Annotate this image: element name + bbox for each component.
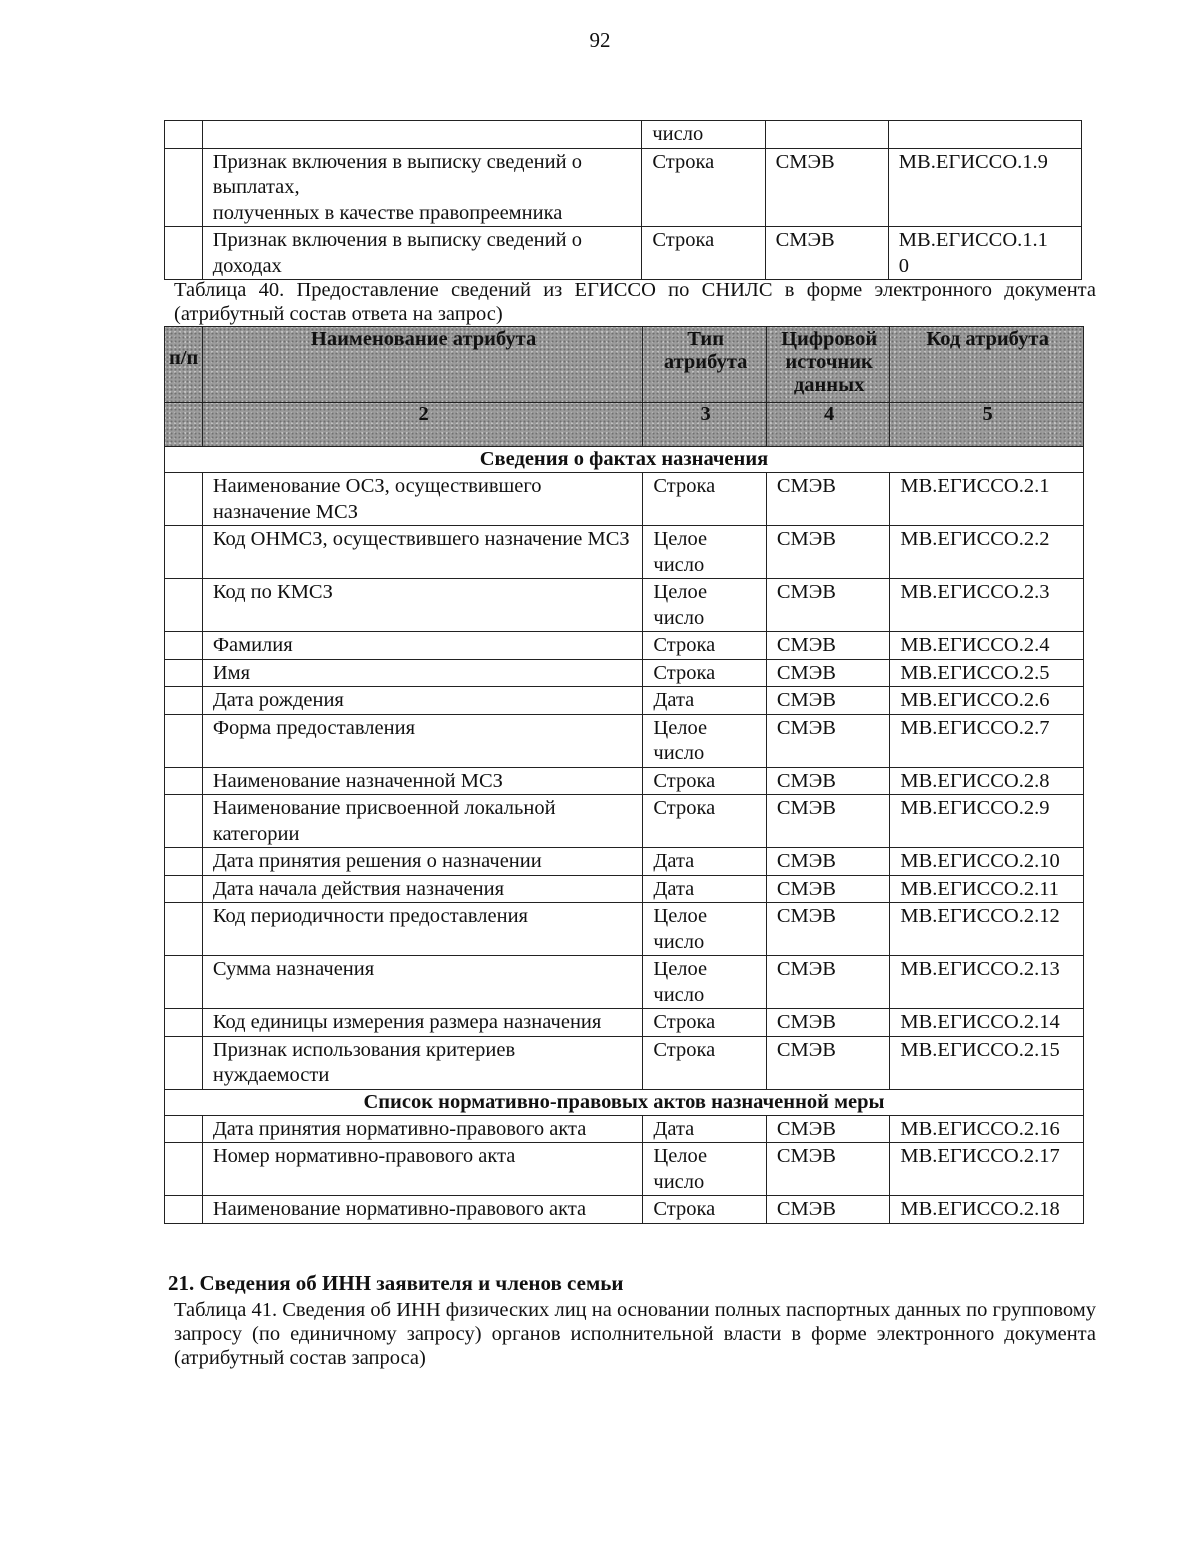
data-source-cell: СМЭВ xyxy=(766,848,889,876)
data-source-cell: СМЭВ xyxy=(766,956,889,1009)
row-number-cell xyxy=(165,1009,203,1037)
header-number-3: 3 xyxy=(643,403,766,447)
table-41-caption: Таблица 41. Сведения об ИНН физических лиц на основании полных паспортных данных по групповому запросу (по единичному запросу) органов исполнительной власти в форме электронного документа (атрибутный состав запроса) xyxy=(174,1299,1096,1369)
attribute-name-cell: Признак включения в выписку сведений о доходах xyxy=(202,227,642,280)
attribute-name-cell: Фамилия xyxy=(202,632,643,660)
attribute-code-cell: МВ.ЕГИССО.2.8 xyxy=(890,767,1084,795)
row-number-cell xyxy=(165,659,203,687)
attribute-code-cell: МВ.ЕГИССО.2.9 xyxy=(890,795,1084,848)
table-row xyxy=(165,875,1084,903)
data-source-cell: СМЭВ xyxy=(766,687,889,715)
header-name: Наименование атрибута xyxy=(202,327,643,403)
data-source-cell: СМЭВ xyxy=(766,1036,889,1089)
attribute-type-cell: Строка xyxy=(643,659,766,687)
attribute-name-cell xyxy=(202,121,642,149)
attribute-type-cell: Строка xyxy=(642,148,765,227)
attribute-code-cell: МВ.ЕГИССО.2.13 xyxy=(890,956,1084,1009)
row-number-cell xyxy=(165,1143,203,1196)
row-number-cell xyxy=(165,579,203,632)
row-number-cell xyxy=(165,714,203,767)
table-row xyxy=(165,632,1084,660)
table-row xyxy=(165,121,1082,149)
attribute-name-cell: Дата рождения xyxy=(202,687,643,715)
row-number-cell xyxy=(165,526,203,579)
attribute-code-cell: МВ.ЕГИССО.2.11 xyxy=(890,875,1084,903)
data-source-cell: СМЭВ xyxy=(766,579,889,632)
header-number-1 xyxy=(165,403,203,447)
table-row xyxy=(165,473,1084,526)
data-source-cell: СМЭВ xyxy=(766,903,889,956)
attribute-code-cell: МВ.ЕГИССО.1.1 0 xyxy=(888,227,1081,280)
section-heading-21: 21. Сведения об ИНН заявителя и членов семьи xyxy=(168,1271,624,1295)
data-source-cell: СМЭВ xyxy=(766,1196,889,1224)
attribute-type-cell: Целое число xyxy=(643,903,766,956)
data-source-cell: СМЭВ xyxy=(766,795,889,848)
attribute-type-cell: Целое число xyxy=(643,714,766,767)
data-source-cell: СМЭВ xyxy=(766,632,889,660)
attribute-code-cell: МВ.ЕГИССО.2.18 xyxy=(890,1196,1084,1224)
table-row xyxy=(165,795,1084,848)
attribute-type-cell: Дата xyxy=(643,1115,766,1143)
header-type: Тип атрибута xyxy=(643,327,766,403)
page-number: 92 xyxy=(589,28,611,52)
row-number-cell xyxy=(165,1115,203,1143)
attribute-name-cell: Код по КМСЗ xyxy=(202,579,643,632)
section-title: Список нормативно-правовых актов назначенной меры xyxy=(165,1089,1084,1115)
table-row xyxy=(165,1196,1084,1224)
table-row xyxy=(165,526,1084,579)
data-source-cell: СМЭВ xyxy=(766,526,889,579)
attribute-name-cell: Код единицы измерения размера назначения xyxy=(202,1009,643,1037)
table-row xyxy=(165,579,1084,632)
header-number-5: 5 xyxy=(890,403,1084,447)
row-number-cell xyxy=(165,795,203,848)
header-number-4: 4 xyxy=(766,403,889,447)
table-row xyxy=(165,848,1084,876)
attribute-name-cell: Наименование назначенной МСЗ xyxy=(202,767,643,795)
header-num: п/п xyxy=(165,327,203,403)
row-number-cell xyxy=(165,632,203,660)
attribute-type-cell: Целое число xyxy=(643,579,766,632)
attribute-code-cell: МВ.ЕГИССО.2.5 xyxy=(890,659,1084,687)
section-title: Сведения о фактах назначения xyxy=(165,447,1084,473)
attribute-type-cell: Дата xyxy=(643,875,766,903)
attribute-type-cell: Строка xyxy=(643,1036,766,1089)
attribute-type-cell: Строка xyxy=(643,767,766,795)
attribute-code-cell: МВ.ЕГИССО.2.6 xyxy=(890,687,1084,715)
attribute-type-cell: Целое число xyxy=(643,956,766,1009)
row-number-cell xyxy=(165,956,203,1009)
attribute-code-cell: МВ.ЕГИССО.2.4 xyxy=(890,632,1084,660)
header-source: Цифровой источник данных xyxy=(766,327,889,403)
data-source-cell: СМЭВ xyxy=(766,1009,889,1037)
attribute-type-cell: Строка xyxy=(643,473,766,526)
row-number-cell xyxy=(165,903,203,956)
table-row xyxy=(165,148,1082,227)
attribute-name-cell: Наименование ОСЗ, осуществившего назначение МСЗ xyxy=(202,473,643,526)
data-source-cell xyxy=(765,121,888,149)
attribute-code-cell: МВ.ЕГИССО.2.14 xyxy=(890,1009,1084,1037)
table-row xyxy=(165,227,1082,280)
attribute-code-cell: МВ.ЕГИССО.2.15 xyxy=(890,1036,1084,1089)
header-number-2: 2 xyxy=(202,403,643,447)
table-row xyxy=(165,767,1084,795)
attribute-code-cell: МВ.ЕГИССО.2.3 xyxy=(890,579,1084,632)
row-number-cell xyxy=(165,121,203,149)
row-number-cell xyxy=(165,1036,203,1089)
data-source-cell: СМЭВ xyxy=(766,875,889,903)
attribute-type-cell: Целое число xyxy=(643,1143,766,1196)
table-row xyxy=(165,956,1084,1009)
row-number-cell xyxy=(165,227,203,280)
attribute-type-cell: Строка xyxy=(642,227,765,280)
attribute-name-cell: Признак включения в выписку сведений о выплатах, полученных в качестве правопреемника xyxy=(202,148,642,227)
attribute-type-cell: Строка xyxy=(643,1196,766,1224)
row-number-cell xyxy=(165,148,203,227)
data-source-cell: СМЭВ xyxy=(765,148,888,227)
row-number-cell xyxy=(165,875,203,903)
attribute-type-cell: Целое число xyxy=(643,526,766,579)
attribute-name-cell: Форма предоставления xyxy=(202,714,643,767)
row-number-cell xyxy=(165,848,203,876)
attribute-name-cell: Код периодичности предоставления xyxy=(202,903,643,956)
row-number-cell xyxy=(165,473,203,526)
attribute-name-cell: Имя xyxy=(202,659,643,687)
attribute-name-cell: Наименование присвоенной локальной категории xyxy=(202,795,643,848)
table-row xyxy=(165,903,1084,956)
attribute-name-cell: Дата принятия нормативно-правового акта xyxy=(202,1115,643,1143)
table-row xyxy=(165,687,1084,715)
attribute-type-cell: Строка xyxy=(643,1009,766,1037)
data-source-cell: СМЭВ xyxy=(766,1143,889,1196)
table-40-caption: Таблица 40. Предоставление сведений из ЕГИССО по СНИЛС в форме электронного документа (атрибутный состав ответа на запрос) xyxy=(174,279,1096,325)
data-source-cell: СМЭВ xyxy=(766,714,889,767)
attribute-code-cell: МВ.ЕГИССО.2.1 xyxy=(890,473,1084,526)
attribute-code-cell: МВ.ЕГИССО.2.16 xyxy=(890,1115,1084,1143)
data-source-cell: СМЭВ xyxy=(766,659,889,687)
attribute-code-cell: МВ.ЕГИССО.1.9 xyxy=(888,148,1081,227)
attribute-name-cell: Код ОНМСЗ, осуществившего назначение МСЗ xyxy=(202,526,643,579)
attribute-code-cell: МВ.ЕГИССО.2.2 xyxy=(890,526,1084,579)
table-row xyxy=(165,1115,1084,1143)
table-row xyxy=(165,1143,1084,1196)
attribute-name-cell: Сумма назначения xyxy=(202,956,643,1009)
attribute-name-cell: Наименование нормативно-правового акта xyxy=(202,1196,643,1224)
attribute-type-cell: Дата xyxy=(643,687,766,715)
attribute-name-cell: Признак использования критериев нуждаемости xyxy=(202,1036,643,1089)
header-code: Код атрибута xyxy=(890,327,1084,403)
attribute-code-cell: МВ.ЕГИССО.2.10 xyxy=(890,848,1084,876)
attribute-code-cell: МВ.ЕГИССО.2.17 xyxy=(890,1143,1084,1196)
table-row xyxy=(165,1036,1084,1089)
data-source-cell: СМЭВ xyxy=(766,1115,889,1143)
table-40 xyxy=(164,326,1084,1224)
data-source-cell: СМЭВ xyxy=(766,767,889,795)
attribute-code-cell xyxy=(888,121,1081,149)
attribute-name-cell: Дата принятия решения о назначении xyxy=(202,848,643,876)
attribute-name-cell: Дата начала действия назначения xyxy=(202,875,643,903)
table-row xyxy=(165,1009,1084,1037)
attribute-type-cell: Строка xyxy=(643,632,766,660)
table-continuation xyxy=(164,120,1082,280)
attribute-code-cell: МВ.ЕГИССО.2.7 xyxy=(890,714,1084,767)
attribute-code-cell: МВ.ЕГИССО.2.12 xyxy=(890,903,1084,956)
data-source-cell: СМЭВ xyxy=(766,473,889,526)
attribute-type-cell: число xyxy=(642,121,765,149)
row-number-cell xyxy=(165,687,203,715)
row-number-cell xyxy=(165,1196,203,1224)
attribute-name-cell: Номер нормативно-правового акта xyxy=(202,1143,643,1196)
table-row xyxy=(165,659,1084,687)
attribute-type-cell: Дата xyxy=(643,848,766,876)
attribute-type-cell: Строка xyxy=(643,795,766,848)
data-source-cell: СМЭВ xyxy=(765,227,888,280)
table-row xyxy=(165,714,1084,767)
row-number-cell xyxy=(165,767,203,795)
